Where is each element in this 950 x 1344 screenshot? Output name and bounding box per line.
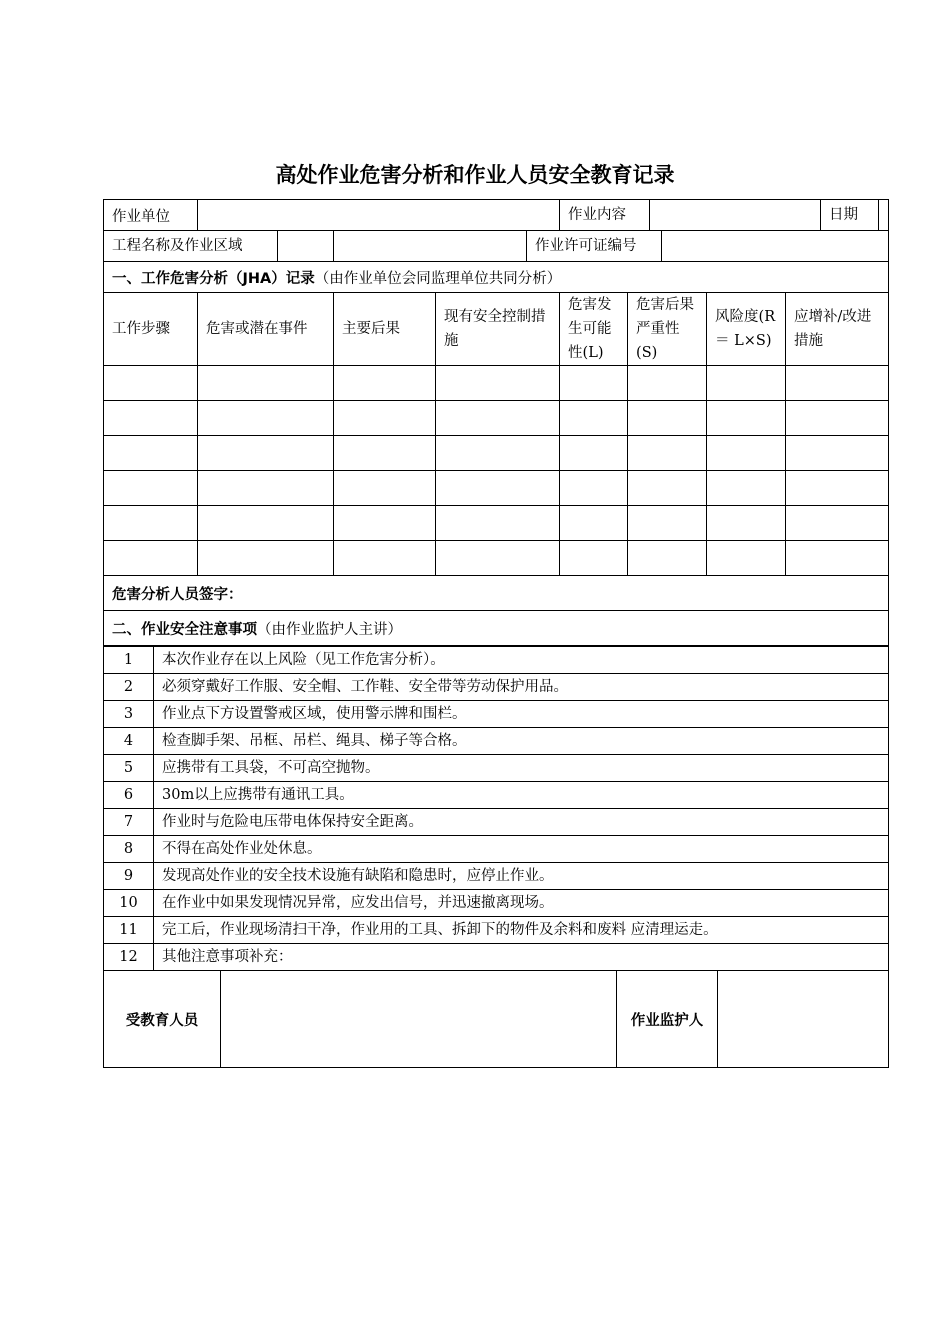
item-text: 本次作业存在以上风险（见工作危害分析）。 <box>154 647 889 674</box>
jha-cell[interactable] <box>560 366 628 401</box>
section1-title <box>104 262 889 293</box>
permit-label: 作业许可证编号 <box>526 231 662 261</box>
col-header-risk: 风险度(R ＝ L×S) <box>707 293 786 366</box>
item-number: 3 <box>104 701 154 728</box>
safety-items-table <box>103 646 889 971</box>
item-text[interactable]: 其他注意事项补充： <box>154 944 889 971</box>
jha-cell[interactable] <box>707 541 786 576</box>
item-number: 10 <box>104 890 154 917</box>
section1-heading: 一、工作危害分析（JHA）记录 <box>112 270 315 287</box>
item-text: 在作业中如果发现情况异常，应发出信号，并迅速撤离现场。 <box>154 890 889 917</box>
signature-row <box>104 576 889 611</box>
item-number: 8 <box>104 836 154 863</box>
list-item <box>104 701 889 728</box>
item-text: 30m以上应携带有通讯工具。 <box>154 782 889 809</box>
item-number: 4 <box>104 728 154 755</box>
jha-cell[interactable] <box>560 506 628 541</box>
jha-cell[interactable] <box>786 436 889 471</box>
jha-cell[interactable] <box>628 436 707 471</box>
jha-table <box>103 199 889 646</box>
jha-cell[interactable] <box>334 506 436 541</box>
permit-field[interactable] <box>662 231 888 261</box>
section1-note: （由作业单位会同监理单位共同分析） <box>314 270 562 287</box>
jha-cell[interactable] <box>628 506 707 541</box>
list-item <box>104 836 889 863</box>
item-number: 1 <box>104 647 154 674</box>
section2-note: （由作业监护人主讲） <box>257 621 402 638</box>
jha-cell[interactable] <box>436 436 560 471</box>
unit-field[interactable] <box>198 200 560 231</box>
signature-table <box>103 970 889 1068</box>
item-number: 2 <box>104 674 154 701</box>
list-item <box>104 782 889 809</box>
date-label: 日期 <box>821 200 879 230</box>
project-field[interactable] <box>278 231 333 261</box>
col-header-consequence: 主要后果 <box>334 293 436 366</box>
jha-row <box>104 541 889 576</box>
col-header-hazard: 危害或潜在事件 <box>198 293 334 366</box>
educated-personnel-label: 受教育人员 <box>104 971 221 1068</box>
jha-cell[interactable] <box>198 436 334 471</box>
item-text: 必须穿戴好工作服、安全帽、工作鞋、安全带等劳动保护用品。 <box>154 674 889 701</box>
jha-cell[interactable] <box>334 401 436 436</box>
jha-cell[interactable] <box>560 541 628 576</box>
jha-cell[interactable] <box>628 471 707 506</box>
list-item <box>104 917 889 944</box>
section1-title-row <box>104 262 889 293</box>
supervisor-label: 作业监护人 <box>617 971 718 1068</box>
jha-cell[interactable] <box>198 366 334 401</box>
content-field[interactable] <box>650 200 821 230</box>
jha-cell[interactable] <box>334 541 436 576</box>
section2-title <box>104 611 889 646</box>
list-item <box>104 944 889 971</box>
jha-cell[interactable] <box>436 541 560 576</box>
jha-cell[interactable] <box>104 471 198 506</box>
jha-cell[interactable] <box>436 506 560 541</box>
project-label: 工程名称及作业区域 <box>104 231 278 261</box>
jha-cell[interactable] <box>628 401 707 436</box>
jha-cell[interactable] <box>104 366 198 401</box>
jha-cell[interactable] <box>104 401 198 436</box>
jha-row <box>104 506 889 541</box>
permit-cell <box>535 231 889 262</box>
jha-cell[interactable] <box>334 436 436 471</box>
content-label-cell: 作业内容 <box>560 200 650 230</box>
jha-cell[interactable] <box>436 366 560 401</box>
list-item <box>104 647 889 674</box>
section2-title-row <box>104 611 889 646</box>
list-item <box>104 755 889 782</box>
list-item <box>104 809 889 836</box>
jha-cell[interactable] <box>707 506 786 541</box>
col-header-controls: 现有安全控制措施 <box>436 293 560 366</box>
educated-personnel-field[interactable] <box>221 971 617 1068</box>
jha-row <box>104 471 889 506</box>
col-header-severity: 危害后果严重性(S) <box>628 293 707 366</box>
jha-cell[interactable] <box>436 401 560 436</box>
header-row-2 <box>104 231 889 262</box>
jha-cell[interactable] <box>198 541 334 576</box>
jha-cell[interactable] <box>560 436 628 471</box>
section2-heading: 二、作业安全注意事项 <box>112 621 257 638</box>
item-number: 5 <box>104 755 154 782</box>
item-number: 12 <box>104 944 154 971</box>
content-date-cell <box>560 200 889 231</box>
jha-cell[interactable] <box>198 401 334 436</box>
jha-cell[interactable] <box>334 471 436 506</box>
jha-cell[interactable] <box>786 401 889 436</box>
item-number: 6 <box>104 782 154 809</box>
item-text: 检查脚手架、吊框、吊栏、绳具、梯子等合格。 <box>154 728 889 755</box>
col-header-step: 工作步骤 <box>104 293 198 366</box>
item-text: 作业点下方设置警戒区域，使用警示牌和围栏。 <box>154 701 889 728</box>
item-text: 不得在高处作业处休息。 <box>154 836 889 863</box>
item-number: 9 <box>104 863 154 890</box>
project-cell <box>104 231 334 262</box>
list-item <box>104 674 889 701</box>
jha-cell[interactable] <box>786 471 889 506</box>
jha-cell[interactable] <box>104 436 198 471</box>
supervisor-field[interactable] <box>718 971 889 1068</box>
jha-row <box>104 436 889 471</box>
item-text: 完工后，作业现场清扫干净，作业用的工具、拆卸下的物件及余料和废料 应清理运走。 <box>154 917 889 944</box>
jha-cell[interactable] <box>786 541 889 576</box>
jha-cell[interactable] <box>334 366 436 401</box>
jha-cell[interactable] <box>104 541 198 576</box>
signature-label[interactable]: 危害分析人员签字： <box>104 576 889 611</box>
item-text: 作业时与危险电压带电体保持安全距离。 <box>154 809 889 836</box>
list-item <box>104 890 889 917</box>
item-text: 应携带有工具袋，不可高空抛物。 <box>154 755 889 782</box>
jha-cell[interactable] <box>707 401 786 436</box>
jha-cell[interactable] <box>560 471 628 506</box>
jha-cell[interactable] <box>707 436 786 471</box>
jha-cell[interactable] <box>628 366 707 401</box>
list-item <box>104 863 889 890</box>
jha-row <box>104 401 889 436</box>
jha-cell[interactable] <box>707 471 786 506</box>
header-row-1 <box>104 200 889 231</box>
jha-cell[interactable] <box>786 366 889 401</box>
item-number: 7 <box>104 809 154 836</box>
col-header-improvements: 应增补/改进措施 <box>786 293 889 366</box>
jha-cell[interactable] <box>628 541 707 576</box>
page-title: 高处作业危害分析和作业人员安全教育记录 <box>275 163 675 187</box>
jha-cell[interactable] <box>436 471 560 506</box>
list-item <box>104 728 889 755</box>
jha-cell[interactable] <box>707 366 786 401</box>
jha-cell[interactable] <box>198 506 334 541</box>
item-text: 发现高处作业的安全技术设施有缺陷和隐患时，应停止作业。 <box>154 863 889 890</box>
jha-cell[interactable] <box>560 401 628 436</box>
jha-cell[interactable] <box>786 506 889 541</box>
jha-cell[interactable] <box>104 506 198 541</box>
jha-column-headers <box>104 293 889 366</box>
col-header-likelihood: 危害发生可能性(L) <box>560 293 628 366</box>
item-number: 11 <box>104 917 154 944</box>
jha-row <box>104 366 889 401</box>
signature-footer-row <box>104 971 889 1068</box>
date-field[interactable] <box>879 200 888 230</box>
jha-cell[interactable] <box>198 471 334 506</box>
unit-label: 作业单位 <box>104 200 198 231</box>
